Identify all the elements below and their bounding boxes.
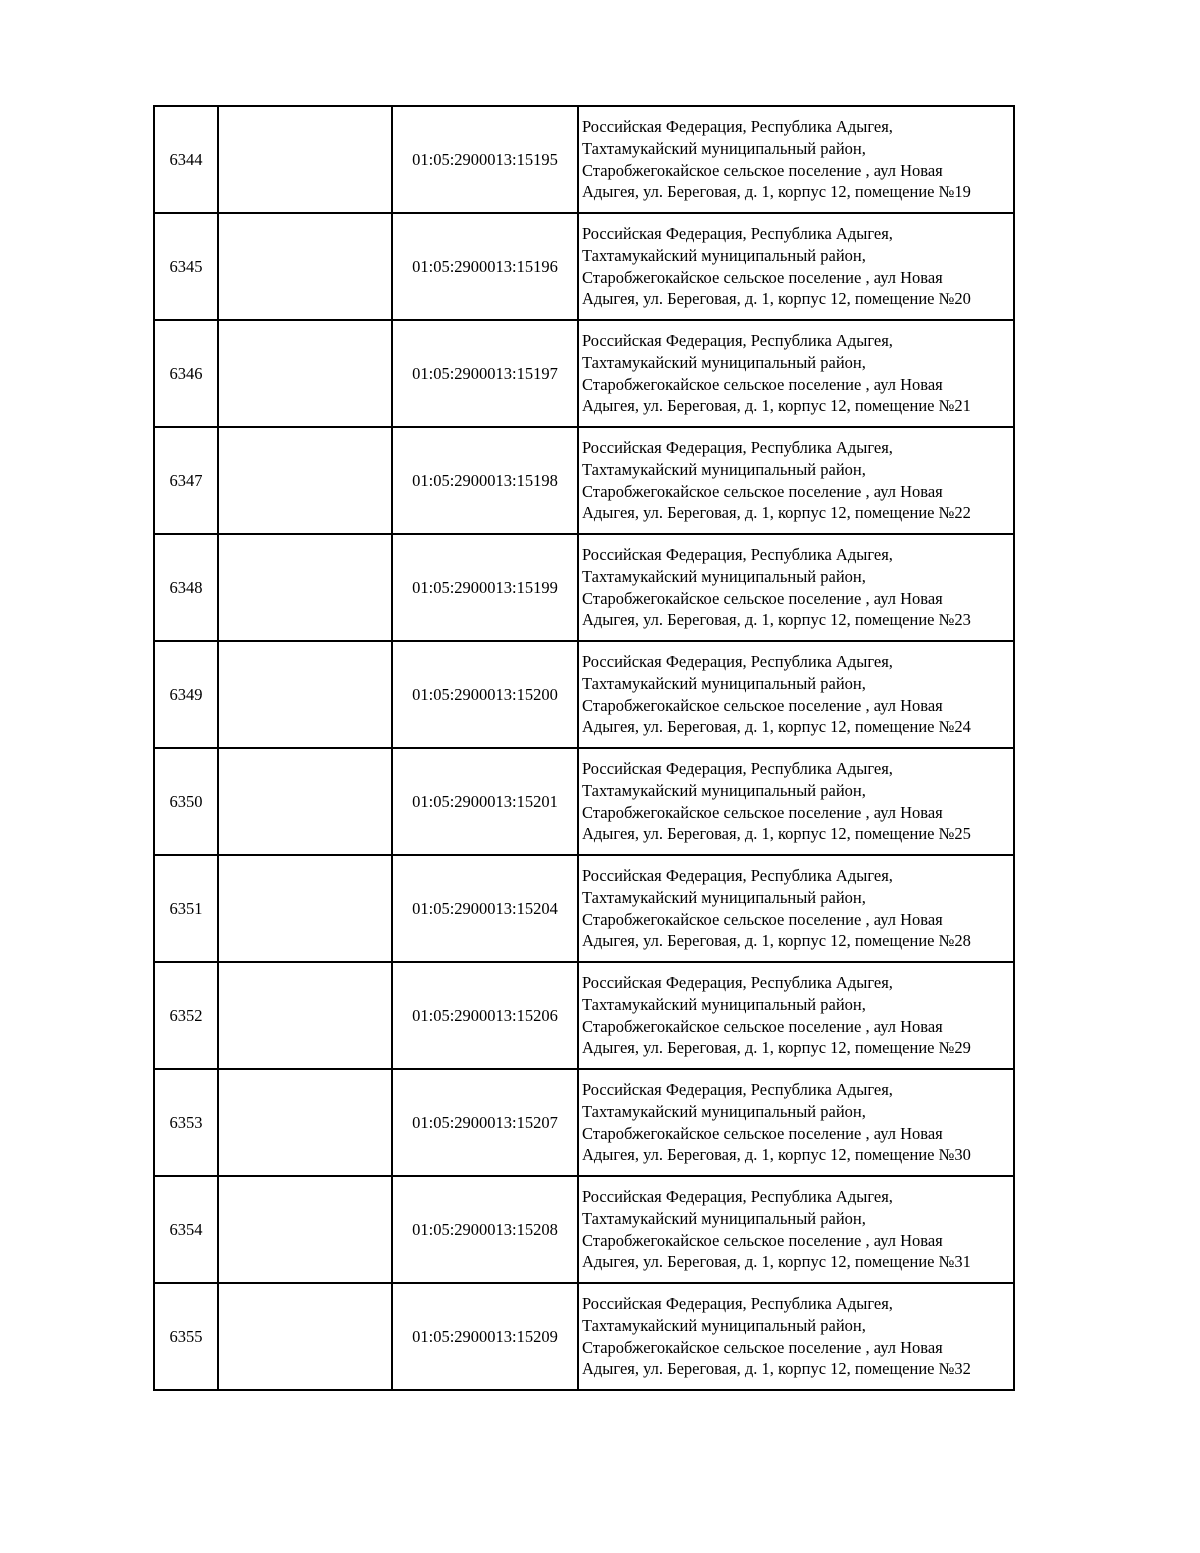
address-line: Тахтамукайский муниципальный район, bbox=[582, 780, 866, 800]
table-row bbox=[154, 1176, 1014, 1283]
address-line: Адыгея, ул. Береговая, д. 1, корпус 12, помещение №30 bbox=[582, 1145, 971, 1165]
cadastral-number-cell: 01:05:2900013:15204 bbox=[392, 855, 578, 962]
table-row bbox=[154, 213, 1014, 320]
address-line: Тахтамукайский муниципальный район, bbox=[582, 887, 866, 907]
address-cell bbox=[578, 748, 1014, 855]
row-number-cell: 6352 bbox=[154, 962, 218, 1069]
row-number-cell: 6345 bbox=[154, 213, 218, 320]
address-line: Тахтамукайский муниципальный район, bbox=[582, 352, 866, 372]
empty-cell bbox=[218, 427, 392, 534]
address-cell bbox=[578, 1283, 1014, 1390]
address-line: Российская Федерация, Республика Адыгея, bbox=[582, 224, 893, 244]
cadastral-number-cell: 01:05:2900013:15200 bbox=[392, 641, 578, 748]
address-line: Адыгея, ул. Береговая, д. 1, корпус 12, помещение №29 bbox=[582, 1038, 971, 1058]
address-line: Старобжегокайское сельское поселение , аул Новая bbox=[582, 267, 943, 287]
address-line: Адыгея, ул. Береговая, д. 1, корпус 12, помещение №32 bbox=[582, 1359, 971, 1379]
address-line: Старобжегокайское сельское поселение , аул Новая bbox=[582, 1123, 943, 1143]
row-number-cell: 6354 bbox=[154, 1176, 218, 1283]
table-row bbox=[154, 962, 1014, 1069]
cadastral-number-cell: 01:05:2900013:15209 bbox=[392, 1283, 578, 1390]
address-line: Тахтамукайский муниципальный район, bbox=[582, 459, 866, 479]
address-line: Российская Федерация, Республика Адыгея, bbox=[582, 117, 893, 137]
row-number-cell: 6344 bbox=[154, 106, 218, 213]
cadastral-number-cell: 01:05:2900013:15208 bbox=[392, 1176, 578, 1283]
cadastral-number-cell: 01:05:2900013:15206 bbox=[392, 962, 578, 1069]
row-number-cell: 6349 bbox=[154, 641, 218, 748]
address-line: Российская Федерация, Республика Адыгея, bbox=[582, 1080, 893, 1100]
row-number-cell: 6346 bbox=[154, 320, 218, 427]
address-line: Адыгея, ул. Береговая, д. 1, корпус 12, помещение №21 bbox=[582, 396, 971, 416]
address-cell bbox=[578, 320, 1014, 427]
empty-cell bbox=[218, 855, 392, 962]
address-line: Адыгея, ул. Береговая, д. 1, корпус 12, помещение №25 bbox=[582, 824, 971, 844]
table-row bbox=[154, 427, 1014, 534]
address-line: Российская Федерация, Республика Адыгея, bbox=[582, 652, 893, 672]
row-number-cell: 6350 bbox=[154, 748, 218, 855]
table-row bbox=[154, 1283, 1014, 1390]
row-number-cell: 6353 bbox=[154, 1069, 218, 1176]
address-line: Адыгея, ул. Береговая, д. 1, корпус 12, помещение №22 bbox=[582, 503, 971, 523]
row-number-cell: 6348 bbox=[154, 534, 218, 641]
address-line: Российская Федерация, Республика Адыгея, bbox=[582, 1294, 893, 1314]
address-line: Тахтамукайский муниципальный район, bbox=[582, 1208, 866, 1228]
address-cell bbox=[578, 106, 1014, 213]
address-line: Российская Федерация, Республика Адыгея, bbox=[582, 545, 893, 565]
cadastral-number-cell: 01:05:2900013:15195 bbox=[392, 106, 578, 213]
row-number-cell: 6355 bbox=[154, 1283, 218, 1390]
address-cell bbox=[578, 427, 1014, 534]
row-number-cell: 6347 bbox=[154, 427, 218, 534]
empty-cell bbox=[218, 534, 392, 641]
address-line: Старобжегокайское сельское поселение , аул Новая bbox=[582, 1230, 943, 1250]
address-line: Российская Федерация, Республика Адыгея, bbox=[582, 1187, 893, 1207]
address-cell bbox=[578, 962, 1014, 1069]
empty-cell bbox=[218, 641, 392, 748]
address-line: Старобжегокайское сельское поселение , аул Новая bbox=[582, 481, 943, 501]
address-line: Старобжегокайское сельское поселение , аул Новая bbox=[582, 374, 943, 394]
table-row bbox=[154, 855, 1014, 962]
table-row bbox=[154, 748, 1014, 855]
table-row bbox=[154, 534, 1014, 641]
address-line: Адыгея, ул. Береговая, д. 1, корпус 12, помещение №20 bbox=[582, 289, 971, 309]
address-line: Российская Федерация, Республика Адыгея, bbox=[582, 438, 893, 458]
address-line: Российская Федерация, Республика Адыгея, bbox=[582, 866, 893, 886]
address-line: Тахтамукайский муниципальный район, bbox=[582, 138, 866, 158]
address-cell bbox=[578, 641, 1014, 748]
cadastral-number-cell: 01:05:2900013:15201 bbox=[392, 748, 578, 855]
address-cell bbox=[578, 213, 1014, 320]
row-number-cell: 6351 bbox=[154, 855, 218, 962]
address-line: Российская Федерация, Республика Адыгея, bbox=[582, 331, 893, 351]
empty-cell bbox=[218, 1069, 392, 1176]
empty-cell bbox=[218, 320, 392, 427]
address-line: Тахтамукайский муниципальный район, bbox=[582, 245, 866, 265]
address-line: Адыгея, ул. Береговая, д. 1, корпус 12, помещение №24 bbox=[582, 717, 971, 737]
cadastral-number-cell: 01:05:2900013:15198 bbox=[392, 427, 578, 534]
empty-cell bbox=[218, 106, 392, 213]
address-line: Тахтамукайский муниципальный район, bbox=[582, 994, 866, 1014]
address-line: Старобжегокайское сельское поселение , аул Новая bbox=[582, 695, 943, 715]
table-row bbox=[154, 320, 1014, 427]
address-line: Адыгея, ул. Береговая, д. 1, корпус 12, помещение №28 bbox=[582, 931, 971, 951]
empty-cell bbox=[218, 213, 392, 320]
cadastral-number-cell: 01:05:2900013:15196 bbox=[392, 213, 578, 320]
registry-table-body bbox=[154, 106, 1014, 1390]
address-line: Старобжегокайское сельское поселение , аул Новая bbox=[582, 1337, 943, 1357]
table-row bbox=[154, 641, 1014, 748]
address-line: Старобжегокайское сельское поселение , аул Новая bbox=[582, 160, 943, 180]
empty-cell bbox=[218, 962, 392, 1069]
address-cell bbox=[578, 534, 1014, 641]
address-line: Адыгея, ул. Береговая, д. 1, корпус 12, помещение №23 bbox=[582, 610, 971, 630]
address-line: Старобжегокайское сельское поселение , аул Новая bbox=[582, 1016, 943, 1036]
property-registry-table bbox=[153, 105, 1015, 1391]
address-line: Адыгея, ул. Береговая, д. 1, корпус 12, помещение №19 bbox=[582, 182, 971, 202]
address-line: Старобжегокайское сельское поселение , аул Новая bbox=[582, 802, 943, 822]
address-line: Тахтамукайский муниципальный район, bbox=[582, 566, 866, 586]
empty-cell bbox=[218, 1283, 392, 1390]
address-line: Тахтамукайский муниципальный район, bbox=[582, 673, 866, 693]
address-line: Тахтамукайский муниципальный район, bbox=[582, 1101, 866, 1121]
address-cell bbox=[578, 1069, 1014, 1176]
empty-cell bbox=[218, 748, 392, 855]
empty-cell bbox=[218, 1176, 392, 1283]
address-cell bbox=[578, 1176, 1014, 1283]
cadastral-number-cell: 01:05:2900013:15197 bbox=[392, 320, 578, 427]
address-line: Тахтамукайский муниципальный район, bbox=[582, 1315, 866, 1335]
address-line: Старобжегокайское сельское поселение , аул Новая bbox=[582, 909, 943, 929]
table-row bbox=[154, 106, 1014, 213]
address-line: Адыгея, ул. Береговая, д. 1, корпус 12, помещение №31 bbox=[582, 1252, 971, 1272]
address-line: Старобжегокайское сельское поселение , аул Новая bbox=[582, 588, 943, 608]
address-cell bbox=[578, 855, 1014, 962]
table-row bbox=[154, 1069, 1014, 1176]
address-line: Российская Федерация, Республика Адыгея, bbox=[582, 973, 893, 993]
address-line: Российская Федерация, Республика Адыгея, bbox=[582, 759, 893, 779]
cadastral-number-cell: 01:05:2900013:15207 bbox=[392, 1069, 578, 1176]
cadastral-number-cell: 01:05:2900013:15199 bbox=[392, 534, 578, 641]
